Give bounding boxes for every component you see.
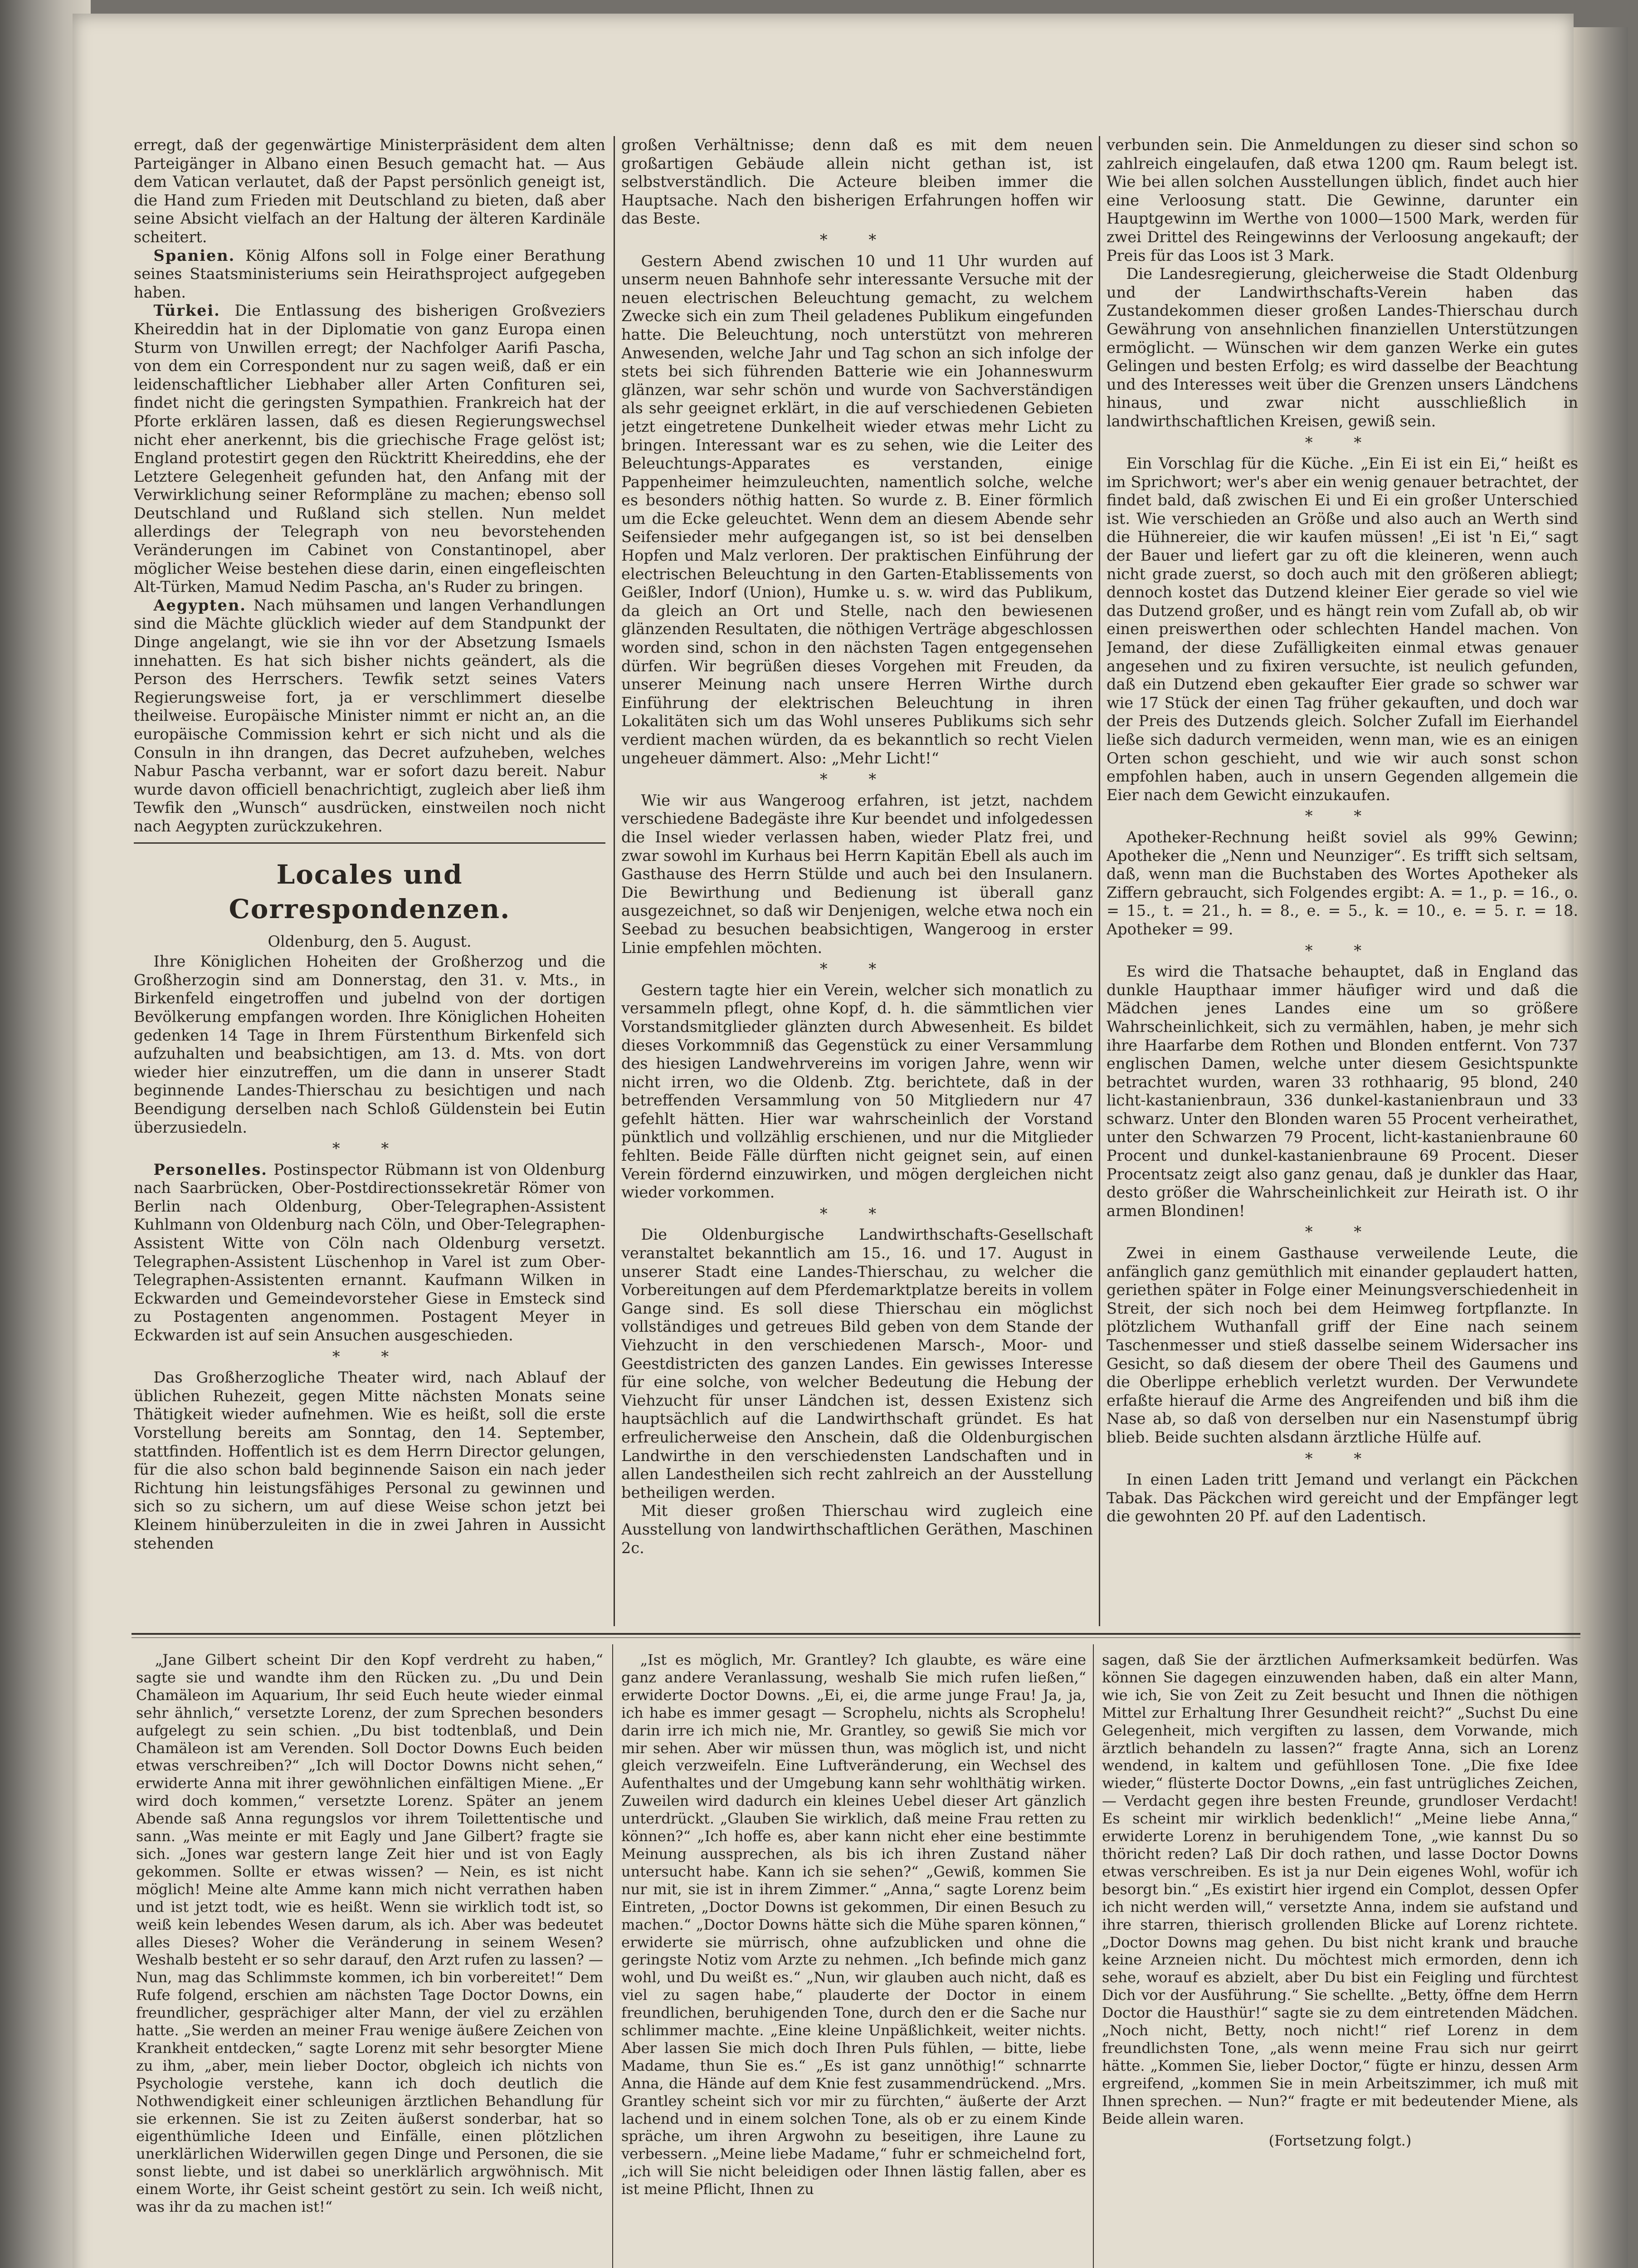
theater-news: Das Großherzogliche Theater wird, nach Ablauf der üblichen Ruhezeit, gegen Mitte nächsten Monats seine Thätigkeit wieder aufnehmen. Wie es heißt, soll die erste Vorstellung bereits am Sonntag, den 14. September, stattfinden. Hoffentlich ist es dem Herrn Director gelungen, für die also schon bald beginnende Saison ein nach jeder Richtung hin leistungsfähiges Personal zu gewinnen und sich so zu sichern, um auf diese Weise schon jetzt bei Kleinem hinüberzuleiten in die in zwei Jahren in Aussicht stehenden — [134, 1369, 605, 1552]
inn-fight-item: Zwei in einem Gasthause verweilende Leute, die anfänglich ganz gemüthlich mit einander geplaudert hatten, geriethen später in Folge einer Meinungsverschiedenheit in Streit, der sich noch bei dem Heimweg fortpflanzte. In plötzlichem Wuthanfall griff der Eine nach seinem Taschenmesser und stieß dasselbe seinem Widersacher ins Gesicht, so daß diesem der obere Theil des Gaumens und die Oberlippe erheblich verletzt wurden. Der Verwundete erfaßte hierauf die Arme des Angreifenden und biß ihm die Nase ab, so daß von derselben nur ein Nasenstumpf übrig blieb. Beide suchten alsdann ärztliche Hülfe auf. — [1107, 1244, 1578, 1446]
feuilleton-rule-1 — [612, 1644, 613, 2268]
spain-text: König Alfons soll in Folge einer Berathung seines Staatsministeriums sein Heirathsproject aufgegeben haben. — [134, 246, 605, 301]
dateline: Oldenburg, den 5. August. — [268, 932, 472, 950]
electric-lighting-news: Gestern Abend zwischen 10 und 11 Uhr wurden auf unserm neuen Bahnhofe sehr interessante Versuche mit der neuen electrischen Beleuchtung gemacht, zu welchem Zwecke sich ein zum Theil geladenes Publikum eingefunden hatte. Die Beleuchtung, noch unterstützt von mehreren Anwesenden, welche Jahr und Tag schon an sich infolge der stets bei sich führenden Batterie wie ein Johanneswurm glänzen, war sehr schön und wurde von Sachverständigen als sehr geeignet erklärt, in die auf verschiedenen Gebieten jetzt eingetretene Dunkelheit wieder etwas mehr Licht zu bringen. Interessant war es zu sehen, wie die Leiter des Beleuchtungs-Apparates es verstanden, einige Pappenheimer heimzuleuchten, namentlich solche, welche es besonders nöthig hatten. So wurde z. B. Einer förmlich um die Ecke geleuchtet. Wenn dem an diesem Abende sehr Seifensieder mehr aufgegangen ist, so ist bei denselben Hopfen und Malz verloren. Der praktischen Einführung der electrischen Beleuchtung in den Garten-Etablissements von Geißler, Indorf (Union), Humke u. s. w. wird das Publikum, da gleich an Ort und Stelle, nach den bewiesenen glänzenden Resultaten, die nöthigen Verträge abgeschlossen worden sind, schon in den nächsten Tagen entgegensehen dürfen. Wir begrüßen dieses Vorgehen mit Freuden, da unserer Meinung nach unsere Herren Wirthe durch Einführung der elektrischen Beleuchtung in ihren Lokalitäten sich um das Wohl unseres Publikums sich sehr verdient machen würden, da es bekanntlich so recht Vielen ungeheuer dämmert. Also: „Mehr Licht!“ — [621, 252, 1093, 767]
kitchen-proposal: Ein Vorschlag für die Küche. „Ein Ei ist ein Ei,“ heißt es im Sprichwort; wer's aber ein wenig genauer betrachtet, der findet bald, daß zwischen Ei und Ei ein großer Unterschied ist. Wie verschieden an Größe und also auch an Werth sind die Hühnereier, die wir kaufen müssen! „Ei ist 'n Ei,“ sagt der Bauer und liefert gar zu oft die kleineren, wenn auch nicht grade zuerst, so doch auch mit den größeren abliegt; dennoch kostet das Dutzend kleiner Eier gerade so viel wie das Dutzend großer, und es hängt rein vom Zufall ab, ob wir einen preiswerthen oder schlechten Handel machen. Von Jemand, der diese Zufälligkeiten einmal etwas genauer angesehen und zu fixiren versuchte, ist neulich gefunden, daß ein Dutzend eben gekaufter Eier grade so schwer war wie 17 Stück der einen Tag früher gekauften, und doch war der Preis des Dutzends gleich. Solcher Zufall im Eierhandel ließe sich dadurch vermeiden, wenn man, wie es an einigen Orten schon geschieht, und wie wir auch sonst schon empfohlen haben, auch in unsern Gegenden allgemein die Eier nach dem Gewicht einzukaufen. — [1107, 455, 1578, 804]
grand-duke-news: Ihre Königlichen Hoheiten der Großherzog und die Großherzogin sind am Donnerstag, den 31. v. Mts., in Birkenfeld eingetroffen und jubelnd von der dortigen Bevölkerung empfangen worden. Ihre Königlichen Hoheiten gedenken 14 Tage in Ihrem Fürstenthum Birkenfeld sich aufzuhalten und beabsichtigen, am 13. d. Mts. von dort wieder hier einzutreffen, um die dann in unserer Stadt beginnende Landes-Thierschau zu besichtigen und nach Beendigung derselben nach Schloß Güldenstein bei Eutin überzusiedeln. — [134, 953, 605, 1136]
novel-text-3: sagen, daß Sie der ärztlichen Aufmerksamkeit bedürfen. Was können Sie dagegen einzuwenden haben, daß ein alter Mann, wie ich, Sie von Zeit zu Zeit besucht und Ihnen die nöthigen Mittel zur Erhaltung Ihrer Gesundheit reicht?“ „Suchst Du eine Gelegenheit, mich vergiften zu lassen, dem Vorwande, mich ärztlich behandeln zu lassen?“ fragte Anna, sich an Lorenz wendend, in kaltem und gefühllosen Tone. „Die fixe Idee wieder,“ flüsterte Doctor Downs, „ein fast untrügliches Zeichen, — Verdacht gegen ihre besten Freunde, grundloser Verdacht! Es scheint mir wirklich bedenklich!“ „Meine liebe Anna,“ erwiderte Lorenz in beruhigendem Tone, „wie kannst Du so thöricht reden? Laß Dir doch rathen, und lasse Doctor Downs etwas verschreiben. Es ist ja nur Dein eigenes Wohl, wofür ich besorgt bin.“ „Es existirt hier irgend ein Complot, dessen Opfer ich nicht werden will,“ versetzte Anna, indem sie aufstand und ihre starren, thierisch grollenden Blicke auf Lorenz richtete. „Doctor Downs mag gehen. Du bist nicht krank und brauche keine Arzneien nicht. Du möchtest mich ermorden, denn ich sehe, worauf es abzielt, aber Du bist ein Feigling und fürchtest Dich vor der Ausführung.“ Sie schellte. „Betty, öffne dem Herrn Doctor die Hausthür!“ sagte sie zu dem eintretenden Mädchen. „Noch nicht, Betty, noch nicht!“ rief Lorenz in dem freundlichsten Tone, „als wenn meine Frau sich nur geirrt hätte. „Kommen Sie, lieber Doctor,“ fügte er hinzu, dessen Arm ergreifend, „kommen Sie in mein Arbeitszimmer, ich muß mit Ihnen sprechen. — Nun?“ fragte er mit bedeutender Miene, als Beide allein waren. — [1102, 1651, 1578, 2127]
exhibition-continued: verbunden sein. Die Anmeldungen zu dieser sind schon so zahlreich eingelaufen, daß etwa 1200 qm. Raum belegt ist. Wie bei allen solchen Ausstellungen üblich, findet auch hier eine Verloosung statt. Die Gewinne, darunter ein Hauptgewinn im Werthe von 1000—1500 Mark, werden für zwei Drittel des Reingewinns der Verloosung angekauft; der Preis für das Loos ist 3 Mark. — [1107, 136, 1578, 264]
feuilleton-rule-2 — [1093, 1644, 1094, 2268]
feuilleton-column-2 — [621, 1651, 1086, 2268]
personnel-text: Postinspector Rübmann ist von Oldenburg nach Saarbrücken, Ober-Postdirectionssekretär Römer von Berlin nach Oldenburg, Ober-Telegraphen-Assistent Kuhlmann von Oldenburg nach Cöln, und Ober-Telegraphen-Assistent Witte von Cöln nach Oldenburg versetzt. Telegraphen-Assistent Lüschenhop in Varel ist zum Ober-Telegraphen-Assistenten ernannt. Kaufmann Wilken in Eckwarden und Gemeindevorsteher Giese in Emsteck sind zu Postagenten angenommen. Postagent Meyer in Eckwarden ist auf sein Ansuchen ausgeschieden. — [134, 1160, 605, 1344]
spain-heading: Spanien. — [153, 246, 235, 264]
politics-intro: erregt, daß der gegenwärtige Ministerpräsident dem alten Parteigänger in Albano einen Besuch gemacht hat. — Aus dem Vatican verlautet, daß der Papst persönlich geneigt ist, die Hand zum Frieden mit Deutschland zu bieten, daß aber seine Absicht vielfach an der Haltung der älteren Kardinäle scheitert. — [134, 136, 605, 246]
feuilleton-separator — [132, 1633, 1580, 1635]
to-be-continued: (Fortsetzung folgt.) — [1268, 2132, 1412, 2150]
egypt-heading: Aegypten. — [153, 596, 246, 614]
page-edge — [1574, 27, 1628, 2268]
separator-stars: * * — [1305, 1449, 1380, 1467]
column-3 — [1107, 136, 1578, 1628]
egypt-item — [134, 596, 605, 836]
turkey-item — [134, 302, 605, 596]
personnel-heading: Personelles. — [153, 1160, 268, 1178]
separator-stars: * * — [819, 1204, 895, 1222]
separator-stars: * * — [819, 960, 895, 978]
column-1 — [134, 136, 605, 1628]
separator-stars: * * — [332, 1139, 407, 1158]
government-support: Die Landesregierung, gleicherweise die Stadt Oldenburg und der Landwirthschafts-Verein haben das Zustandekommen dieser großen Landes-Thierschau durch Gewährung von ansehnlichen finanziellen Unterstützungen ermöglicht. — Wünschen wir dem ganzen Werke ein gutes Gelingen und besten Erfolg; es wird dasselbe der Beachtung und des Interesses weit über die Grenzen unsers Ländchens hinaus, und zwar nicht ausschließlich in landwirthschaftlichen Kreisen, gewiß sein. — [1107, 265, 1578, 430]
feuilleton-separator-thin — [132, 1637, 1580, 1638]
club-meeting-news: Gestern tagte hier ein Verein, welcher sich monatlich zu versammeln pflegt, ohne Kopf, d. h. die sämmtlichen vier Vorstandsmitglieder glänzten durch Abwesenheit. Es bildet dieses Vorkommniß das Gegenstück zu einer Versammlung des hiesigen Landwehrvereins im vorigen Jahre, wenn wir nicht irren, wo die Oldenb. Ztg. berichtete, daß in der betreffenden Versammlung von 50 Mitgliedern nur 47 gefehlt hätten. Hier war wahrscheinlich der Vorstand pünktlich und vollzählig erschienen, und nur die Mitglieder fehlten. Beide Fälle dürften nicht geignet sein, auf einen Verein fördernd einzuwirken, und mögen dergleichen nicht wieder vorkommen. — [621, 981, 1093, 1202]
column-rule-1 — [614, 136, 615, 1626]
feuilleton-column-3 — [1102, 1651, 1578, 2268]
section-title: Locales und Correspondenzen. — [229, 859, 511, 924]
spain-item — [134, 247, 605, 302]
novel-text-2: „Ist es möglich, Mr. Grantley? Ich glaubte, es wäre eine ganz andere Veranlassung, weshalb Sie mich rufen ließen,“ erwiderte Doctor Downs. „Ei, ei, die arme junge Frau! Ja, ja, ich habe es immer gesagt — Scrophelu, nichts als Scrophelu! darin irre ich mich nie, Mr. Grantley, so gewiß Sie mich vor mir sehen. Aber wir müssen thun, was möglich ist, und nicht gleich verzweifeln. Eine Luftveränderung, ein Wechsel des Aufenthaltes und der Umgebung kann sehr wohlthätig wirken. Zuweilen wird dadurch ein kleines Uebel dieser Art gänzlich unterdrückt. „Glauben Sie wirklich, daß meine Frau retten zu können?“ „Ich hoffe es, aber kann nicht eher eine bestimmte Meinung aussprechen, als bis ich ihren Zustand näher untersucht habe. Kann ich sie sehen?“ „Gewiß, kommen Sie nur mit, sie ist in ihrem Zimmer.“ „Anna,“ sagte Lorenz beim Eintreten, „Doctor Downs ist gekommen, Dir einen Besuch zu machen.“ „Doctor Downs hätte sich die Mühe sparen können,“ erwiderte sie mürrisch, ohne aufzublicken und ohne die geringste Notiz vom Arzte zu nehmen. „Ich befinde mich ganz wohl, und Du weißt es.“ „Nun, wir glauben auch nicht, daß es viel zu sagen habe,“ plauderte der Doctor in einem freundlichen, beruhigenden Tone, durch den er die Sache nur schlimmer machte. „Eine kleine Unpäßlichkeit, weiter nichts. Aber lassen Sie mich doch Ihren Puls fühlen, — bitte, liebe Madame, thun Sie es.“ „Es ist ganz unnöthig!“ schnarrte Anna, die Hände auf dem Knie fest zusammendrückend. „Mrs. Grantley scheint sich vor mir zu fürchten,“ äußerte der Arzt lachend und in einem solchen Tone, als ob er zu einem Kinde spräche, um ihren Argwohn zu beseitigen, ihre Laune zu verbessern. „Meine liebe Madame,“ fuhr er schmeichelnd fort, „ich will Sie nicht beleidigen oder Ihnen lästig fallen, aber es ist meine Pflicht, Ihnen zu — [621, 1651, 1086, 2198]
turkey-heading: Türkei. — [153, 302, 220, 320]
feuilleton-column-1 — [136, 1651, 603, 2268]
separator-stars: * * — [332, 1347, 407, 1365]
personnel-item — [134, 1161, 605, 1345]
column-2 — [621, 136, 1093, 1628]
theater-continued: großen Verhältnisse; denn daß es mit dem neuen großartigen Gebäude allein nicht gethan ist, ist selbstverständlich. Die Acteure bleiben immer die Hauptsache. Nach den bisherigen Erfahrungen hoffen wir das Beste. — [621, 136, 1093, 228]
separator-stars: * * — [1305, 941, 1380, 959]
animal-show-news: Die Oldenburgische Landwirthschafts-Gesellschaft veranstaltet bekanntlich am 15., 16. und 17. August in unserer Stadt eine Landes-Thierschau, zu welcher die Vorbereitungen auf dem Pferdemarktplatze bereits in vollem Gange sind. Es soll diese Thierschau ein möglichst vollständiges und getreues Bild geben von dem Stande der Viehzucht in den verschiedenen Marsch-, Moor- und Geestdistricten des ganzen Landes. Ein gewisses Interesse für eine solche, von welcher Bedeutung die Hebung der Viehzucht für unser Ländchen ist, dessen Existenz sich hauptsächlich auf die Landwirthschaft gründet. Es hat erfreulicherweise den Anschein, daß die Oldenburgischen Landwirthe in den verschiedensten Landschaften und in allen Landestheilen sich recht zahlreich an der Ausstellung betheiligen werden. — [621, 1226, 1093, 1501]
separator-stars: * * — [1305, 433, 1380, 451]
separator-stars: * * — [1305, 1223, 1380, 1241]
turkey-text: Die Entlassung des bisherigen Großveziers Kheireddin hat in der Diplomatie von ganz Europa einen Sturm von Unwillen erregt; der Nachfolger Aarifi Pascha, von dem ein Correspondent nur zu sagen weiß, daß er ein leidenschaftlicher Liebhaber aller Arten Confituren sei, findet nicht die geringsten Sympathien. Frankreich hat der Pforte erklären lassen, daß es diesen Regierungswechsel nicht eher anerkennt, bis die griechische Frage gelöst ist; England protestirt gegen den Rücktritt Kheireddins, ehe der Letztere Gelegenheit gefunden hat, den Anfang mit der Verwirklichung seiner Reformpläne zu machen; ebenso soll Deutschland und Rußland sich stellen. Nun meldet allerdings der Telegraph von neu bevorstehenden Veränderungen im Cabinet von Constantinopel, aber möglicher Weise bestehen diese darin, einen eingefleischten Alt-Türken, Mamud Nedim Pascha, an's Ruder zu bringen. — [134, 302, 605, 596]
novel-text-1: „Jane Gilbert scheint Dir den Kopf verdreht zu haben,“ sagte sie und wandte ihm den Rücken zu. „Du und Dein Chamäleon im Aquarium, Ihr seid Euch heute wieder einmal sehr ähnlich,“ versetzte Lorenz, der zum Sprechen besonders aufgelegt zu sein schien. „Du bist todtenblaß, und Dein Chamäleon ist am Verenden. Soll Doctor Downs Euch beiden etwas verschreiben?“ „Ich will Doctor Downs nicht sehen,“ erwiderte Anna mit ihrer gewöhnlichen einfältigen Miene. „Er wird doch kommen,“ versetzte Lorenz. Später an jenem Abende saß Anna regungslos vor ihrem Toilettentische und sann. „Was meinte er mit Eagly und Jane Gilbert? fragte sie sich. „Jones war gestern lange Zeit hier und ist von Eagly gekommen. Sollte er etwas wissen? — Nein, es ist nicht möglich! Meine alte Amme kann mich nicht verrathen haben und ist jetzt todt, wie es heißt. Wenn sie wirklich todt ist, so weiß kein lebendes Wesen darum, als ich. Aber was bedeutet alles Dieses? Woher die Veränderung in seinem Wesen? Weshalb besteht er so sehr darauf, den Arzt rufen zu lassen? — Nun, mag das Schlimmste kommen, ich bin vorbereitet!“ Dem Rufe folgend, erschien am nächsten Tage Doctor Downs, ein freundlicher, gesprächiger alter Mann, der viel zu erzählen hatte. „Sie werden an meiner Frau wenige äußere Zeichen von Krankheit entdecken,“ sagte Lorenz mit sehr besorgter Miene zu ihm, „aber, mein lieber Doctor, obgleich ich nichts von Psychologie verstehe, kann ich doch deutlich die Nothwendigkeit einer schleunigen ärztlichen Behandlung für sie erkennen. Sie ist zu Zeiten äußerst sonderbar, hat so eigenthümliche Ideen und Einfälle, einen plötzlichen unerklärlichen Widerwillen gegen Dinge und Personen, die sie sonst liebte, und ist dabei so unerklärlich argwöhnisch. Mit einem Worte, ihr Geist scheint gestört zu sein. Ich weiß nicht, was ihr da zu machen ist!“ — [136, 1651, 603, 2216]
wangeroog-news: Wie wir aus Wangeroog erfahren, ist jetzt, nachdem verschiedene Badegäste ihre Kur beendet und infolgedessen die Insel wieder verlassen haben, wieder Platz frei, und zwar sowohl im Kurhaus bei Herrn Kapitän Ebell als auch im Gasthause des Herrn Stülde und auch bei den Insulanern. Die Bewirthung und Bedienung ist überall ganz ausgezeichnet, so daß wir Denjenigen, welche etwa noch ein Seebad zu besuchen beabsichtigen, Wangeroog in erster Linie empfehlen möchten. — [621, 791, 1093, 957]
exhibition-news: Mit dieser großen Thierschau wird zugleich eine Ausstellung von landwirthschaftlichen Geräthen, Maschinen 2c. — [621, 1502, 1093, 1557]
apothecary-bill: Apotheker-Rechnung heißt soviel als 99% Gewinn; Apotheker die „Nenn und Neunziger“. Es trifft sich seltsam, daß, wenn man die Buchstaben des Wortes Apotheker als Ziffern gebraucht, sich Folgendes ergibt: A. = 1., p. = 16., o. = 15., t. = 21., h. = 8., e. = 5., k. = 10., e. = 5. r. = 18. Apotheker = 99. — [1107, 828, 1578, 938]
tobacco-item: In einen Laden tritt Jemand und verlangt ein Päckchen Tabak. Das Päckchen wird gereicht und der Empfänger legt die gewohnten 20 Pf. auf den Ladentisch. — [1107, 1471, 1578, 1525]
separator-stars: * * — [819, 770, 895, 788]
egypt-text: Nach mühsamen und langen Verhandlungen sind die Mächte glücklich wieder auf dem Standpunkt der Dinge angelangt, wie sie ihn vor der Absetzung Ismaels innehatten. Es hat sich bisher nichts geändert, als die Person des Herrschers. Tewfik setzt seines Vaters Regierungsweise fort, ja er verschlimmert dieselbe theilweise. Europäische Minister nimmt er nicht an, an die europäische Commission kehrt er sich nicht und als die Consuln in ihn drangen, das Decret aufzuheben, welches Nabur Pascha verbannt, war er sofort dazu bereit. Nabur wurde davon officiell benachrichtigt, zugleich aber ließ ihm Tewfik den „Wunsch“ ausdrücken, einstweilen noch nicht nach Aegypten zurückzukehren. — [134, 596, 605, 835]
separator-stars: * * — [1305, 807, 1380, 825]
hair-color-item: Es wird die Thatsache behauptet, daß in England das dunkle Haupthaar immer häufiger wird und daß die Mädchen jenes Landes eine um so größere Wahrscheinlichkeit, sich zu vermählen, haben, je mehr sich ihre Haarfarbe dem Rothen und Blonden entfernt. Von 737 englischen Damen, welche unter diesem Gesichtspunkte betrachtet wurden, waren 33 rothhaarig, 95 blond, 240 licht-kastanienbraun, 336 dunkel-kastanienbraun und 33 schwarz. Unter den Blonden waren 55 Procent verheirathet, unter den Schwarzen 79 Procent, licht-kastanienbraune 60 Procent und dunkel-kastanienbraune 69 Procent. Dieser Procentsatz zeigt also ganz genau, daß je dunkler das Haar, desto größer die Wahrscheinlichkeit zur Heirath ist. O ihr armen Blondinen! — [1107, 963, 1578, 1220]
column-rule-2 — [1099, 136, 1100, 1626]
separator-stars: * * — [819, 230, 895, 249]
